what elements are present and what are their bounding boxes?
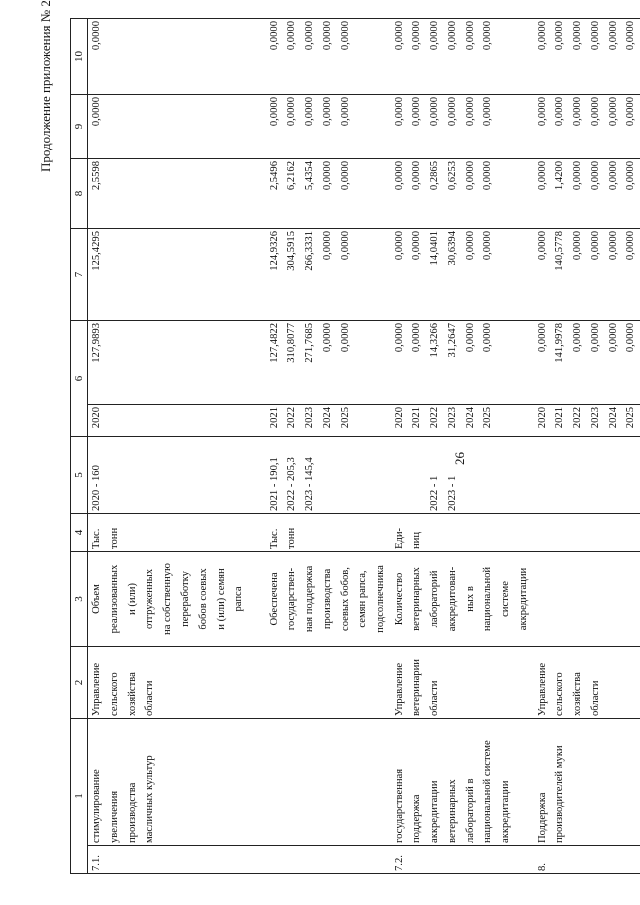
value-col-8: 2,5598	[88, 159, 266, 229]
target-value	[534, 437, 640, 514]
executor: Управление ветеринарии области	[391, 647, 534, 719]
value-col-10: 0,0000 0,0000 0,0000 0,0000 0,0000 0,0000	[391, 19, 534, 95]
row-number: 7.2.	[391, 846, 534, 874]
indicator: Объем реализованных и (или) отгруженных на собственную переработку бобов соевых и (или) семян рапса	[88, 552, 266, 647]
continuation-title: Продолжение приложения № 2	[38, 0, 53, 172]
value-col-9: 0,0000 0,0000 0,0000 0,0000 0,0000 0,0000	[534, 95, 640, 159]
measure-name: стимулирование увеличения производства масличных культур	[88, 719, 266, 846]
indicator	[534, 552, 640, 647]
table-row	[534, 19, 640, 874]
value-col-7: 125,4295	[88, 229, 266, 321]
value-col-8: 0,0000 0,0000 0,2865 0,6253 0,0000 0,0000	[391, 159, 534, 229]
row-number: 8.	[534, 846, 640, 874]
row-number: 7.1.	[88, 846, 266, 874]
measure-name	[266, 719, 391, 846]
unit: Тыс. тонн	[266, 514, 391, 552]
value-col-10: 0,0000	[88, 19, 266, 95]
header-cell-4: 4	[71, 514, 88, 552]
unit	[534, 514, 640, 552]
header-row	[71, 19, 88, 874]
appendix-table	[70, 18, 640, 874]
value-col-6: 0,0000 141,9978 0,0000 0,0000 0,0000 0,0000	[534, 321, 640, 405]
row-number	[266, 846, 391, 874]
value-col-7: 124,9326 304,5915 266,3331 0,0000 0,0000	[266, 229, 391, 321]
header-cell-5: 5	[71, 437, 88, 514]
value-col-8: 0,0000 1,4200 0,0000 0,0000 0,0000 0,0000	[534, 159, 640, 229]
table-row	[391, 19, 534, 874]
table-row	[266, 19, 391, 874]
value-col-7: 0,0000 0,0000 14,0401 30,6394 0,0000 0,0000	[391, 229, 534, 321]
unit: Тыс. тонн	[88, 514, 266, 552]
value-col-6: 127,4822 310,8077 271,7685 0,0000 0,0000	[266, 321, 391, 405]
executor: Управление сельского хозяйства области	[534, 647, 640, 719]
measure-name: государственная поддержка аккредитации ветеринарных лабораторий в национальной системе аккредитации	[391, 719, 534, 846]
header-cell-2: 2	[71, 647, 88, 719]
header-cell-3: 3	[71, 552, 88, 647]
table-row	[88, 19, 266, 874]
header-cell-10: 10	[71, 19, 88, 95]
year: 2020 2021 2022 2023 2024 2025	[534, 405, 640, 437]
target-value: 2022 - 1 2023 - 1	[391, 437, 534, 514]
value-col-10: 0,0000 0,0000 0,0000 0,0000 0,0000 0,0000	[534, 19, 640, 95]
unit: Еди- ниц	[391, 514, 534, 552]
target-value: 2021 - 190,1 2022 - 205,3 2023 - 145,4	[266, 437, 391, 514]
target-value: 2020 - 160	[88, 437, 266, 514]
value-col-10: 0,0000 0,0000 0,0000 0,0000 0,0000	[266, 19, 391, 95]
page-number: 26	[452, 452, 467, 465]
header-cell-7: 7	[71, 229, 88, 321]
measure-name: Поддержка производителей муки	[534, 719, 640, 846]
header-cell-6: 6	[71, 321, 88, 437]
header-cell-8: 8	[71, 159, 88, 229]
value-col-6: 0,0000 0,0000 14,3266 31,2647 0,0000 0,0000	[391, 321, 534, 405]
indicator: Количество ветеринарных лабораторий аккредитован- ных в национальной системе аккредитации	[391, 552, 534, 647]
value-col-7: 0,0000 140,5778 0,0000 0,0000 0,0000 0,0000	[534, 229, 640, 321]
executor	[266, 647, 391, 719]
executor: Управление сельского хозяйства области	[88, 647, 266, 719]
value-col-9: 0,0000	[88, 95, 266, 159]
year: 2020 2021 2022 2023 2024 2025	[391, 405, 534, 437]
year: 2020	[88, 405, 266, 437]
header-cell-1: 1	[71, 719, 88, 874]
value-col-9: 0,0000 0,0000 0,0000 0,0000 0,0000	[266, 95, 391, 159]
value-col-8: 2,5496 6,2162 5,4354 0,0000 0,0000	[266, 159, 391, 229]
value-col-6: 127,9893	[88, 321, 266, 405]
year: 2021 2022 2023 2024 2025	[266, 405, 391, 437]
value-col-9: 0,0000 0,0000 0,0000 0,0000 0,0000 0,0000	[391, 95, 534, 159]
header-cell-9: 9	[71, 95, 88, 159]
indicator: Обеспечена государствен- ная поддержка производства соевых бобов, семян рапса, подсолнечника	[266, 552, 391, 647]
